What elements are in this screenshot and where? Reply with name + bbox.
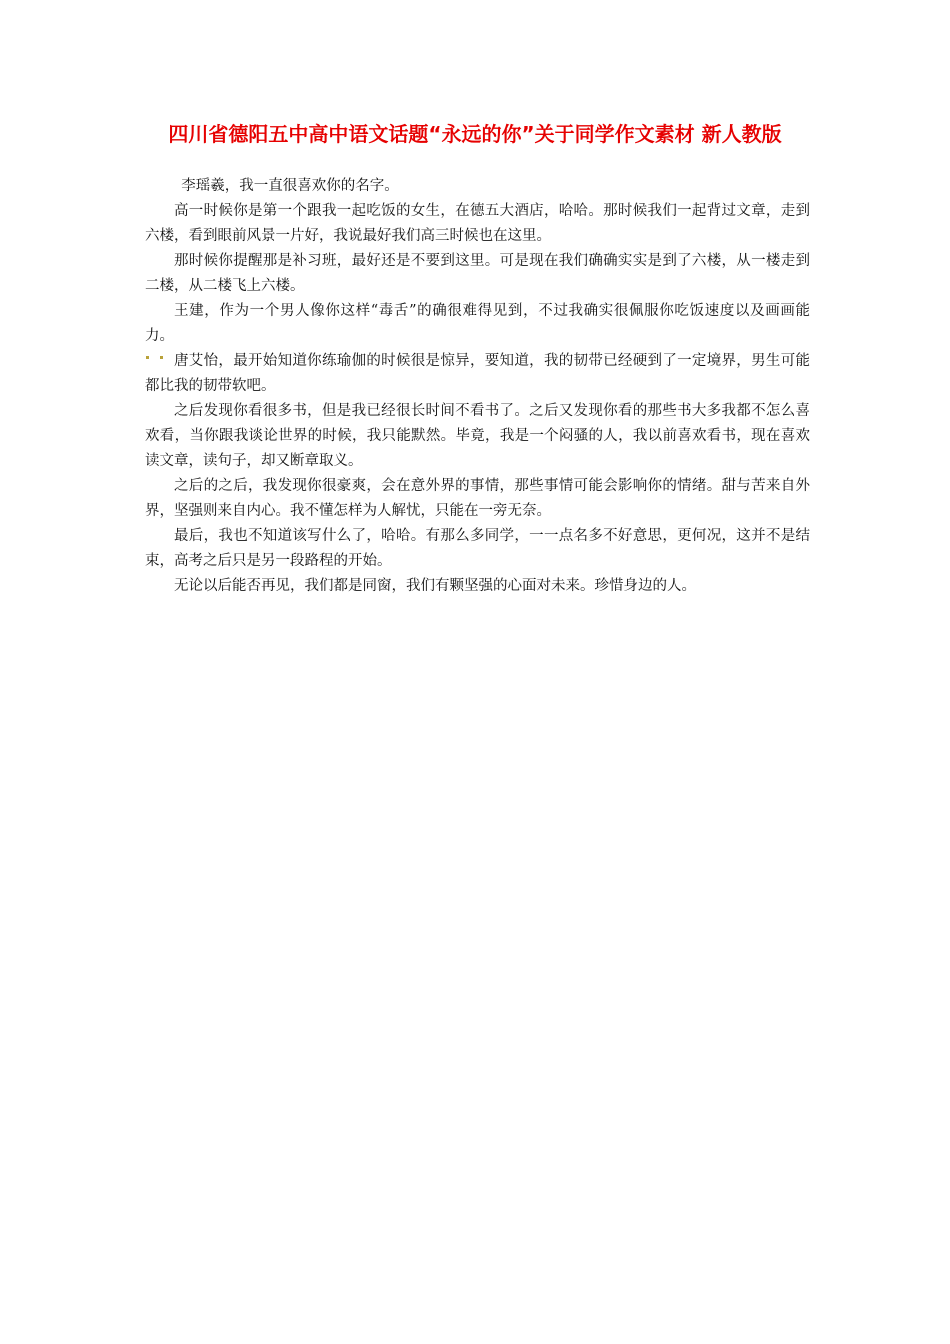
paragraph-6: 之后发现你看很多书，但是我已经很长时间不看书了。之后又发现你看的那些书大多我都不怎么喜欢看，当你跟我谈论世界的时候，我只能默然。毕竟，我是一个闷骚的人，我以前喜欢看书，现在喜欢读文章，读句子，却又断章取义。: [145, 403, 810, 469]
paragraph-5: 唐艾怡，最开始知道你练瑜伽的时候很是惊异，要知道，我的韧带已经硬到了一定境界，男生可能都比我的韧带软吧。: [145, 353, 810, 394]
paragraph-8: 最后，我也不知道该写什么了，哈哈。有那么多同学，一一点名多不好意思，更何况，这并不是结束，高考之后只是另一段路程的开始。: [145, 528, 810, 569]
document-body: [145, 174, 810, 599]
paragraph-1: 李瑶羲，我一直很喜欢你的名字。: [181, 178, 399, 194]
document-title: 四川省德阳五中高中语文话题“永远的你”关于同学作文素材 新人教版: [168, 122, 782, 146]
paragraph-9: 无论以后能否再见，我们都是同窗，我们有颗坚强的心面对未来。珍惜身边的人。: [174, 578, 696, 594]
paragraph-2: 高一时候你是第一个跟我一起吃饭的女生，在德五大酒店，哈哈。那时候我们一起背过文章，走到六楼，看到眼前风景一片好，我说最好我们高三时候也在这里。: [145, 203, 810, 244]
paragraph-7: 之后的之后，我发现你很豪爽，会在意外界的事情，那些事情可能会影响你的情绪。甜与苦来自外界，坚强则来自内心。我不懂怎样为人解忧，只能在一旁无奈。: [145, 478, 810, 519]
paragraph-3: 那时候你提醒那是补习班，最好还是不要到这里。可是现在我们确确实实是到了六楼，从一楼走到二楼，从二楼飞上六楼。: [145, 253, 810, 294]
paragraph-4: 王建，作为一个男人像你这样“毒舌”的确很难得见到，不过我确实很佩服你吃饭速度以及画画能力。: [145, 303, 810, 344]
